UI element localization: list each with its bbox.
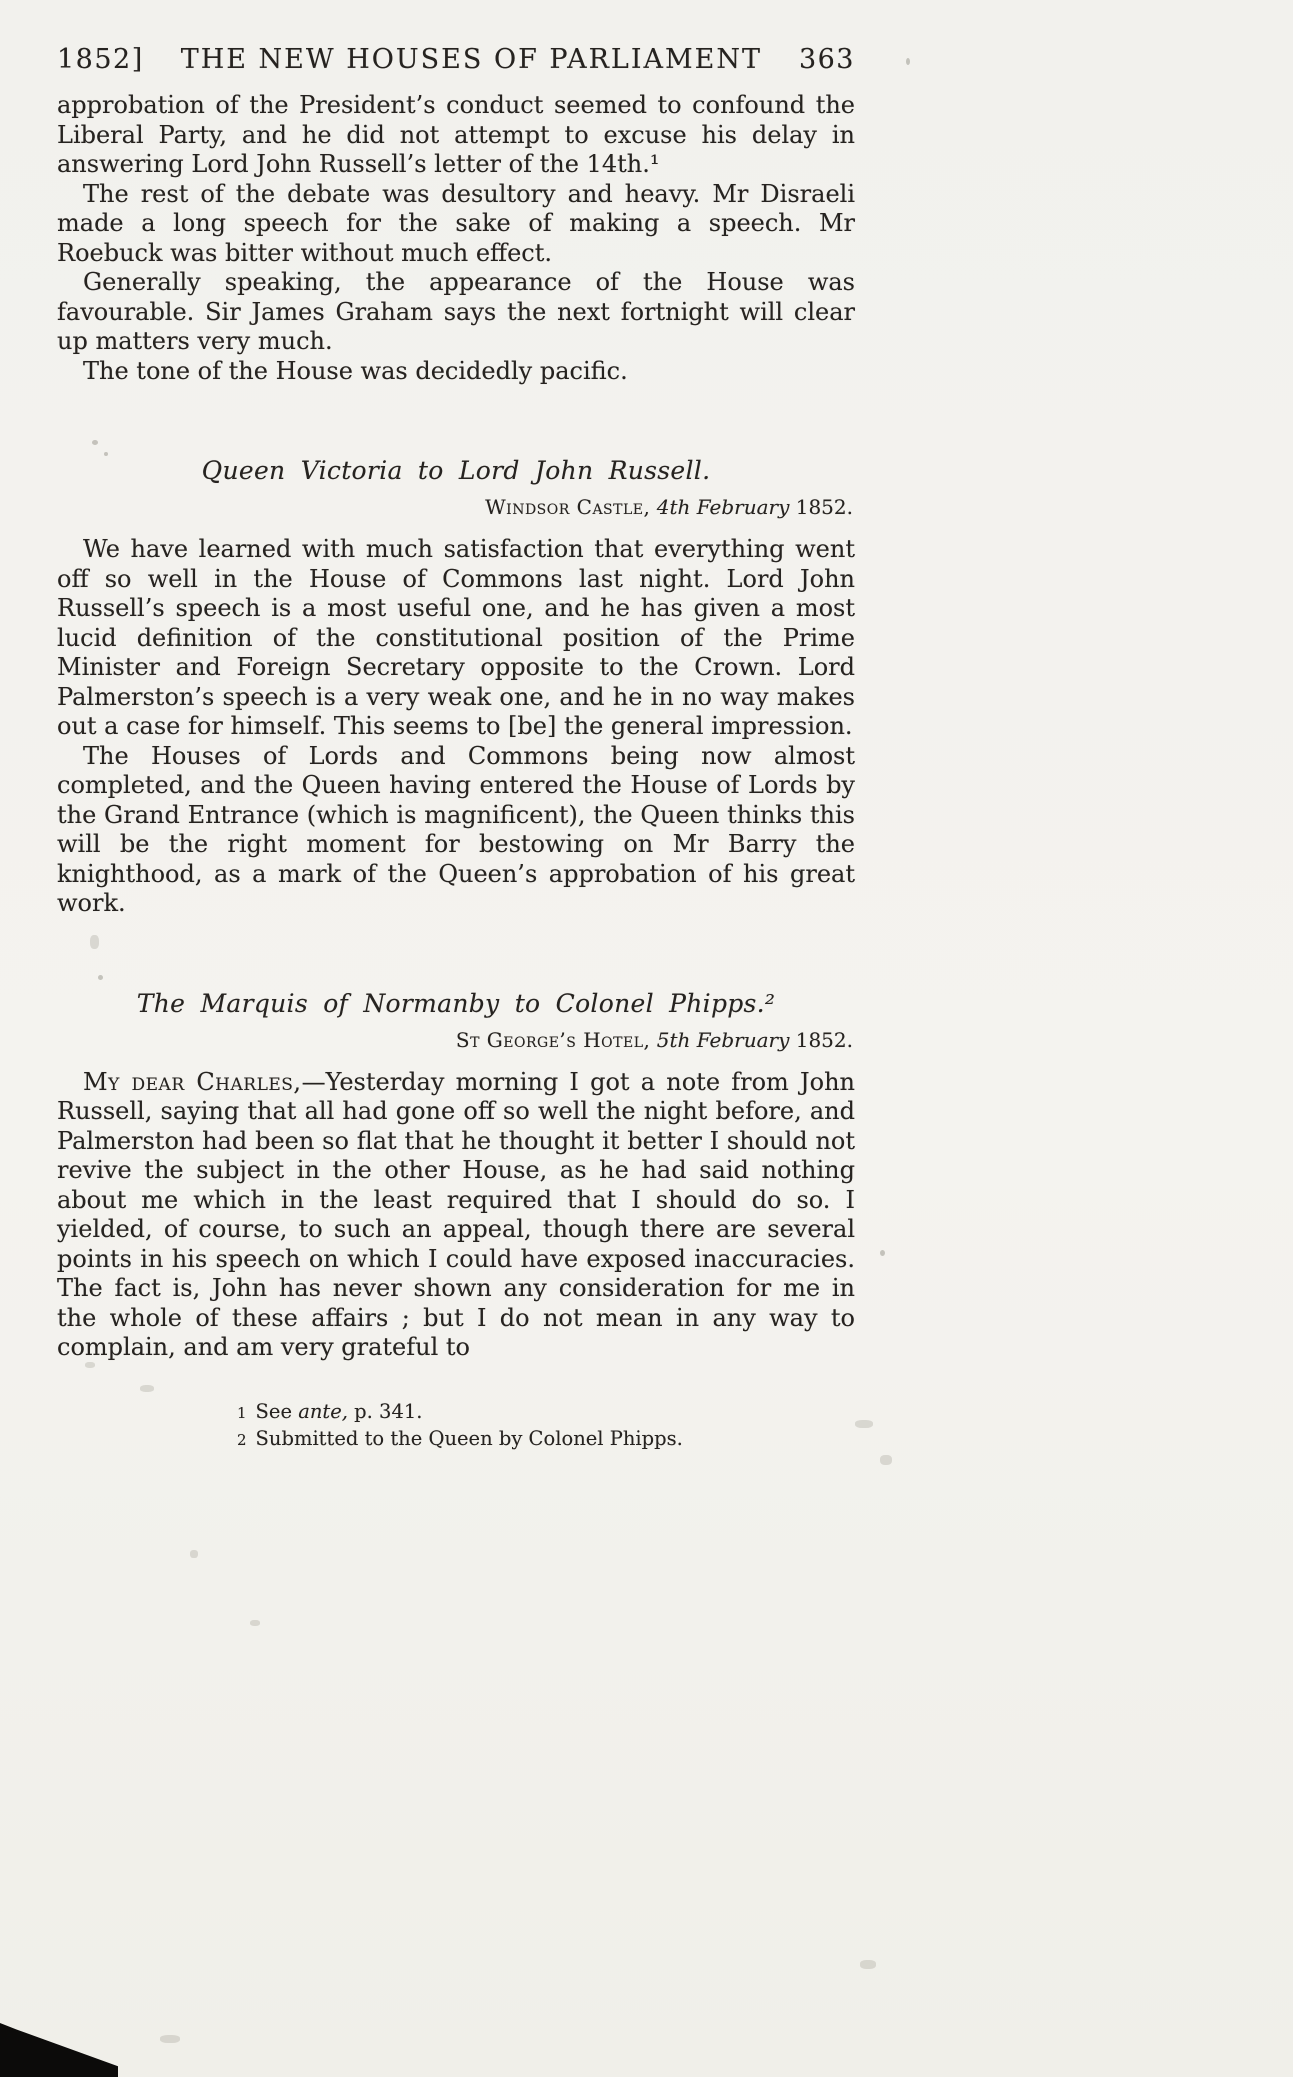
footnotes [57,1399,855,1453]
letter-heading: Queen Victoria to Lord John Russell. [201,456,711,485]
scan-artifact [855,1420,873,1428]
footnote-2 [237,1426,855,1453]
scan-corner-mark [0,2023,118,2077]
scan-artifact [190,1550,198,1558]
letter-heading: The Marquis of Normanby to Colonel Phipps.² [136,988,776,1018]
scan-artifact [906,58,910,65]
paragraph-continuation: approbation of the President’s conduct seemed to confound the Liberal Party, and he did not attempt to excuse his delay in answering Lord John Russell’s letter of the 14th.¹ [57,91,855,178]
scan-artifact [860,1960,876,1969]
dateline-place: Windsor Castle, [485,495,651,519]
paragraph-tone-pacific: The tone of the House was decidedly pacific. [83,356,628,385]
scan-artifact [160,2035,180,2043]
salutation: My dear Charles, [83,1067,302,1096]
running-header [57,44,855,75]
scan-artifact [880,1250,885,1256]
page-body [57,91,855,1453]
letter-queen-victoria [57,456,855,919]
letter-paragraph: The Houses of Lords and Commons being now almost completed, and the Queen having entered the House of Lords by the Grand Entrance (which is magnificent), the Queen thinks this will be the right moment for bestowing on Mr Barry the knighthood, as a mark of the Queen’s approbation of his great work. [57,741,855,917]
letter-paragraph: We have learned with much satisfaction that everything went off so well in the House of Commons last night. Lord John Russell’s speech is a most useful one, and he has given a most lucid definition of the constitutional position of the Prime Minister and Foreign Secretary opposite to the Crown. Lord Palmerston’s speech is a very weak one, and he in no way makes out a case for himself. This seems to [be] the general impression. [57,535,855,740]
footnote-1 [237,1399,855,1426]
dateline-date: 5th February [656,1027,790,1052]
page-number: 363 [798,44,855,75]
footnote-text: Submitted to the Queen by Colonel Phipps. [255,1426,683,1450]
paragraph-debate: The rest of the debate was desultory and heavy. Mr Disraeli made a long speech for the sake of making a speech. Mr Roebuck was bitter without much effect. [57,179,855,267]
footnote-text: p. 341. [347,1399,423,1423]
scan-artifact [250,1620,260,1626]
letter-paragraph-text: —Yesterday morning I got a note from John Russell, saying that all had gone off so well the night before, and Palmerston had been so flat that he thought it better I should not revive the subject in the other House, as he had said nothing about me which in the least required that I should do so. I yielded, of course, to such an appeal, though there are several points in his speech on which I could have exposed inaccuracies. The fact is, John has never shown any consideration for me in the whole of these affairs ; but I do not mean in any way to complain, and am very grateful to [57,1067,855,1361]
dateline-date: 4th February [656,495,790,519]
footnote-marker: 1 [237,1403,247,1422]
paragraph-house-appearance: Generally speaking, the appearance of the House was favourable. Sir James Graham says the next fortnight will clear up matters very much. [57,268,855,355]
scan-artifact [880,1455,892,1465]
running-title: THE NEW HOUSES OF PARLIAMENT [180,44,762,75]
letter-paragraph [57,1068,855,1363]
header-year-label: 1852] [57,44,144,75]
dateline-year: 1852. [795,1027,853,1052]
footnote-text: See [255,1399,299,1423]
text-column [57,44,855,1453]
letter-dateline [57,495,855,519]
letter-dateline [57,1028,855,1052]
footnote-marker: 2 [237,1430,247,1449]
dateline-year: 1852. [795,495,853,519]
letter-normanby [57,989,855,1363]
footnote-text-italic: ante, [298,1399,348,1423]
dateline-place: St George’s Hotel, [455,1027,651,1052]
